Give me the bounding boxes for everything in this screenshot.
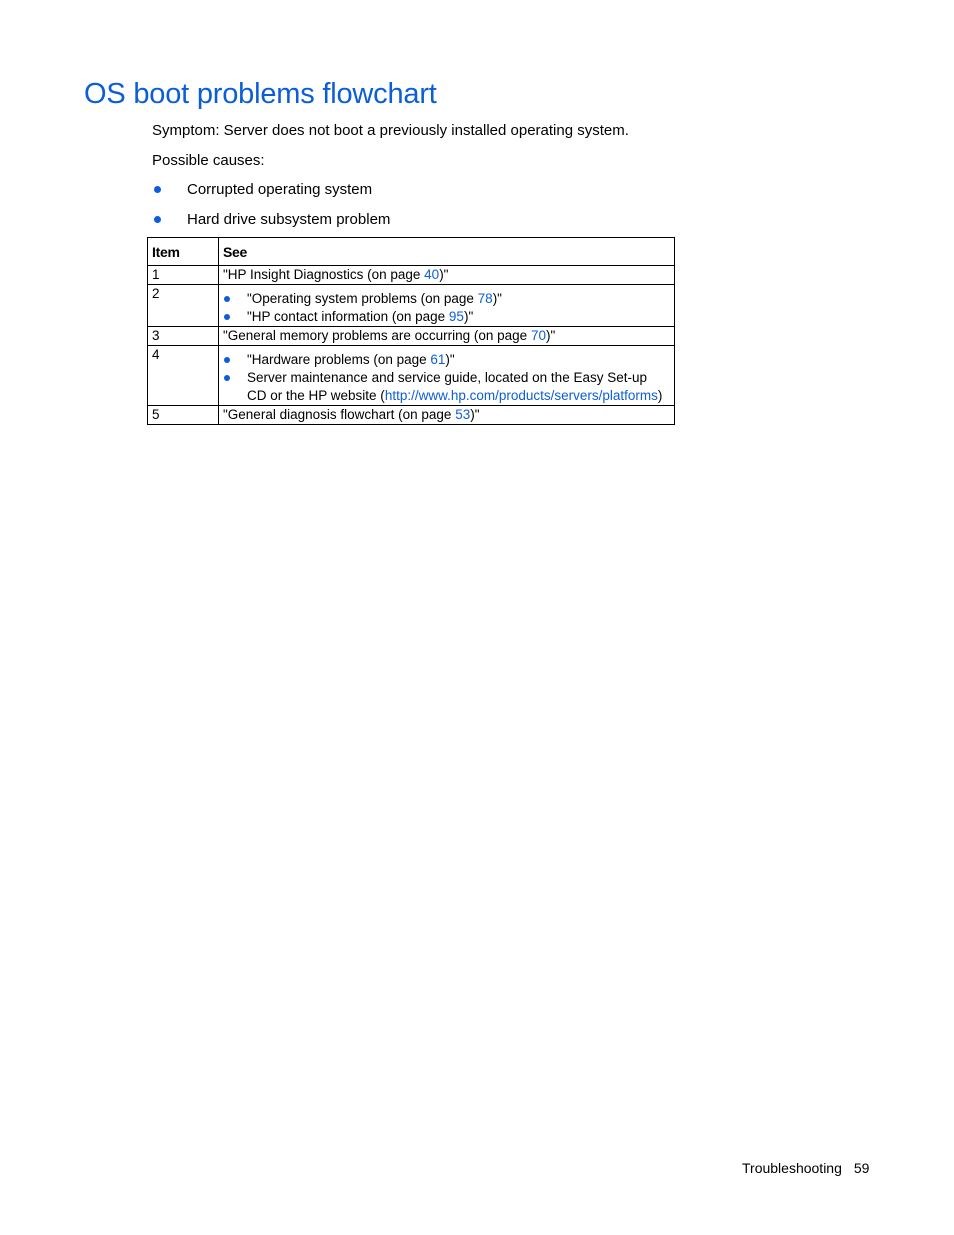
item-number: 4 — [148, 346, 219, 406]
bullet-icon — [154, 186, 161, 193]
cause-item — [152, 180, 390, 200]
cause-item — [152, 210, 390, 230]
bullet-icon — [224, 296, 230, 302]
table-row — [148, 346, 675, 406]
bullet-icon — [224, 375, 230, 381]
cause-text: Corrupted operating system — [187, 181, 373, 198]
list-item — [223, 290, 670, 308]
page-link[interactable]: 78 — [477, 291, 493, 306]
list-item — [223, 308, 670, 326]
page-link[interactable]: 61 — [430, 352, 446, 367]
list-item — [223, 369, 670, 405]
column-header-item: Item — [148, 238, 219, 266]
reference-text: "General diagnosis flowchart (on page — [223, 407, 456, 422]
see-cell — [219, 285, 675, 327]
see-cell — [219, 266, 675, 285]
page-link[interactable]: 70 — [530, 328, 546, 343]
page-number: 59 — [853, 1160, 870, 1176]
bullet-icon — [224, 357, 230, 363]
bullet-icon — [224, 314, 230, 320]
table-row — [148, 266, 675, 285]
causes-list — [152, 180, 390, 240]
table-header-row — [148, 238, 675, 266]
page-link[interactable]: 40 — [424, 267, 440, 282]
website-link[interactable]: http://www.hp.com/products/servers/platforms — [384, 388, 658, 403]
reference-table — [147, 237, 675, 425]
list-item — [223, 351, 670, 369]
possible-causes-label: Possible causes: — [152, 152, 265, 169]
reference-text: )" — [545, 328, 556, 343]
reference-text: "Hardware problems (on page — [247, 352, 431, 367]
reference-text: Server maintenance and service guide, located on the Easy Set-up CD or the HP website ( — [247, 370, 647, 403]
page-title: OS boot problems flowchart — [84, 78, 437, 110]
symptom-text: Symptom: Server does not boot a previously installed operating system. — [152, 122, 629, 139]
reference-text: ) — [657, 388, 663, 403]
reference-text: "General memory problems are occurring (on page — [223, 328, 531, 343]
reference-text: )" — [463, 309, 474, 324]
page-link[interactable]: 95 — [448, 309, 464, 324]
reference-text: "Operating system problems (on page — [247, 291, 478, 306]
reference-text: "HP contact information (on page — [247, 309, 449, 324]
table-row — [148, 406, 675, 425]
page-footer — [742, 1158, 869, 1178]
see-cell — [219, 346, 675, 406]
see-cell — [219, 406, 675, 425]
bullet-icon — [154, 216, 161, 223]
reference-text: )" — [445, 352, 455, 367]
page-link[interactable]: 53 — [455, 407, 471, 422]
reference-text: )" — [470, 407, 480, 422]
item-number: 5 — [148, 406, 219, 425]
item-number: 1 — [148, 266, 219, 285]
footer-section: Troubleshooting — [742, 1160, 842, 1176]
cause-text: Hard drive subsystem problem — [187, 211, 391, 228]
reference-text: )" — [492, 291, 502, 306]
item-number: 2 — [148, 285, 219, 327]
table-row — [148, 327, 675, 346]
column-header-see: See — [219, 238, 675, 266]
reference-list — [223, 290, 670, 326]
see-cell — [219, 327, 675, 346]
item-number: 3 — [148, 327, 219, 346]
table-row — [148, 285, 675, 327]
reference-text: )" — [439, 267, 449, 282]
reference-text: "HP Insight Diagnostics (on page — [223, 267, 425, 282]
reference-list — [223, 351, 670, 405]
